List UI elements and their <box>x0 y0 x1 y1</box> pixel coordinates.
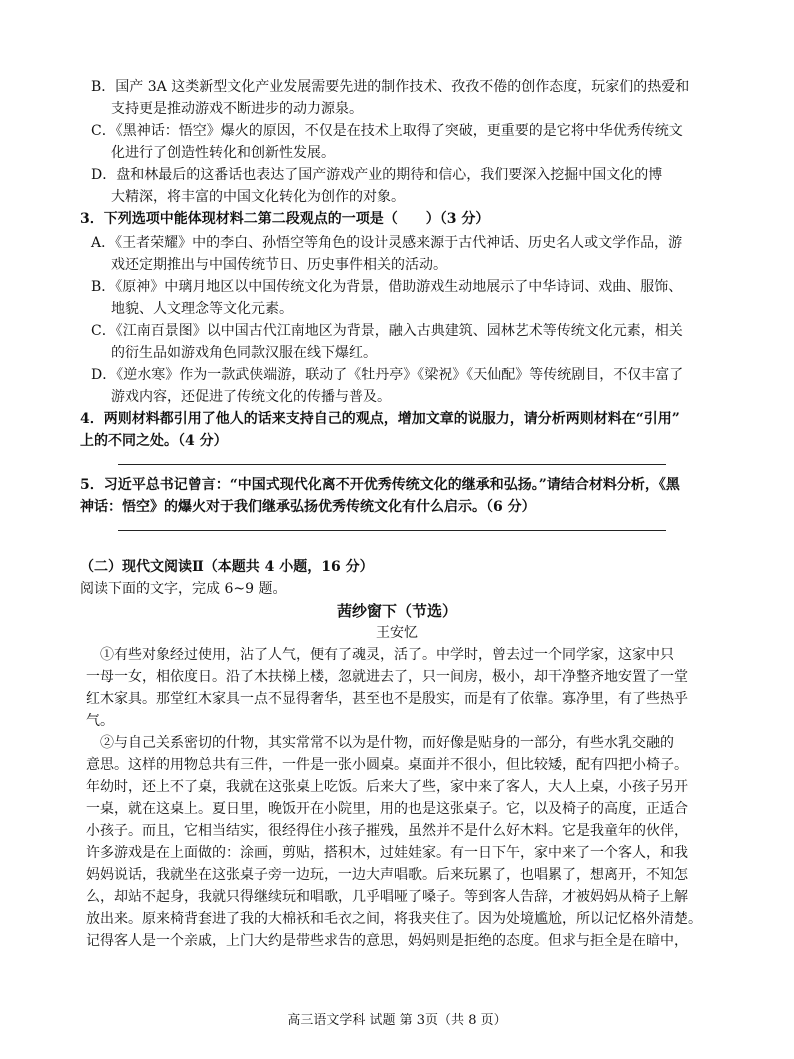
q3-option-a-line1: A．《王者荣耀》中的李白、孙悟空等角色的设计灵感来源于古代神话、历史名人或文学作品，游 <box>91 235 683 251</box>
q3-option-c-line2: 的衍生品如游戏角色同款汉服在线下爆红。 <box>111 345 377 361</box>
paragraph-2-line: ②与自己关系密切的什物，其实常常不以为是什物，而好像是贴身的一部分，有些水乳交融的 <box>100 735 674 751</box>
q2-option-b-line2: 支持更是推动游戏不断进步的动力源泉。 <box>111 101 363 117</box>
section-heading: （二）现代文阅读Ⅱ（本题共 4 小题，16 分） <box>80 559 374 575</box>
paragraph-2-line: 妈妈说话，我就坐在这张桌子旁一边玩，一边大声唱歌。后来玩累了，也唱累了，想离开，不知怎 <box>86 867 688 883</box>
paragraph-1-line: 气。 <box>86 713 114 729</box>
paragraph-2-line: 许多游戏是在上面做的：涂画，剪贴，搭积木，过娃娃家。有一日下午，家中来了一个客人，和我 <box>86 845 688 861</box>
q2-option-c-line1: C．《黑神话：悟空》爆火的原因，不仅是在技术上取得了突破，更重要的是它将中华优秀传统文 <box>91 123 683 139</box>
paragraph-1-line: 一母一女，相依度日。沿了木扶梯上楼，忽就进去了，只一间房，极小，却干净整齐地安置了一堂 <box>86 669 688 685</box>
paragraph-2-line: 意思。这样的用物总共有三件，一件是一张小圆桌。桌面并不很小，但比较矮，配有四把小椅子。 <box>86 757 688 773</box>
q4-stem-line2: 上的不同之处。（4 分） <box>80 433 228 449</box>
q3-option-a-line2: 戏还定期推出与中国传统节日、历史事件相关的活动。 <box>111 257 447 273</box>
paragraph-2-line: 小孩子。而且，它相当结实，很经得住小孩子摧残，虽然并不是什么好木料。它是我童年的伙伴， <box>86 823 688 839</box>
q4-stem-line1: 4．两则材料都引用了他人的话来支持自己的观点，增加文章的说服力，请分析两则材料在“引用” <box>80 411 680 427</box>
q3-stem: 3．下列选项中能体现材料二第二段观点的一项是（ ）（3 分） <box>80 211 490 227</box>
q5-stem-line2: 神话：悟空》的爆火对于我们继承弘扬优秀传统文化有什么启示。（6 分） <box>80 499 536 515</box>
paragraph-2-line: 放出来。原来椅背套进了我的大棉袄和毛衣之间，将我夹住了。因为处境尴尬，所以记忆格外清楚。 <box>86 911 702 927</box>
q3-option-b-line2: 地貌、人文理念等文化元素。 <box>111 301 293 317</box>
q2-option-d-line2: 大精深，将丰富的中国文化转化为创作的对象。 <box>111 189 405 205</box>
q5-stem-line1: 5．习近平总书记曾言：“中国式现代化离不开优秀传统文化的继承和弘扬。”请结合材料分析，《黑 <box>80 477 680 493</box>
q3-option-d-line2: 游戏内容，还促进了传统文化的传播与普及。 <box>111 389 391 405</box>
article-title: 茜纱窗下（节选） <box>336 602 457 620</box>
q2-option-d-line1: D．盘和林最后的这番话也表达了国产游戏产业的期待和信心，我们要深入挖掘中国文化的博 <box>91 167 663 183</box>
q2-option-b-line1: B．国产 3A 这类新型文化产业发展需要先进的制作技术、孜孜不倦的创作态度，玩家们的热爱和 <box>91 79 690 95</box>
paragraph-1-line: ①有些对象经过使用，沾了人气，便有了魂灵，活了。中学时，曾去过一个同学家，这家中只 <box>100 647 674 663</box>
q4-answer-line <box>118 464 666 465</box>
paragraph-2-line: 记得客人是一个亲戚，上门大约是带些求告的意思，妈妈则是拒绝的态度。但求与拒全是在暗中， <box>86 933 688 949</box>
q5-answer-line <box>118 530 666 531</box>
q2-option-c-line2: 化进行了创造性转化和创新性发展。 <box>111 145 335 161</box>
q3-option-c-line1: C．《江南百景图》以中国古代江南地区为背景，融入古典建筑、园林艺术等传统文化元素，相关 <box>91 323 683 339</box>
section-instruction: 阅读下面的文字，完成 6~9 题。 <box>80 581 287 597</box>
paragraph-2-line: 一桌，就在这桌上。夏日里，晚饭开在小院里，用的也是这张桌子。它，以及椅子的高度，正适合 <box>86 801 688 817</box>
paragraph-1-line: 红木家具。那堂红木家具一点不显得奢华，甚至也不是殷实，而是有了依靠。寡净里，有了些热乎 <box>86 691 688 707</box>
paragraph-2-line: 么，却站不起身，我就只得继续玩和唱歌，几乎唱哑了嗓子。等到客人告辞，才被妈妈从椅子上解 <box>86 889 688 905</box>
q3-option-d-line1: D．《逆水寒》作为一款武侠端游，联动了《牡丹亭》《梁祝》《天仙配》等传统剧目，不仅丰富了 <box>91 367 684 383</box>
q3-option-b-line1: B．《原神》中璃月地区以中国传统文化为背景，借助游戏生动地展示了中华诗词、戏曲、服饰、 <box>91 279 683 295</box>
article-author: 王安忆 <box>376 625 418 641</box>
page-footer: 高三语文学科 试题 第 3页（共 8 页） <box>287 1013 507 1028</box>
paragraph-2-line: 年幼时，还上不了桌，我就在这张桌上吃饭。后来大了些，家中来了客人，大人上桌，小孩子另开 <box>86 779 688 795</box>
